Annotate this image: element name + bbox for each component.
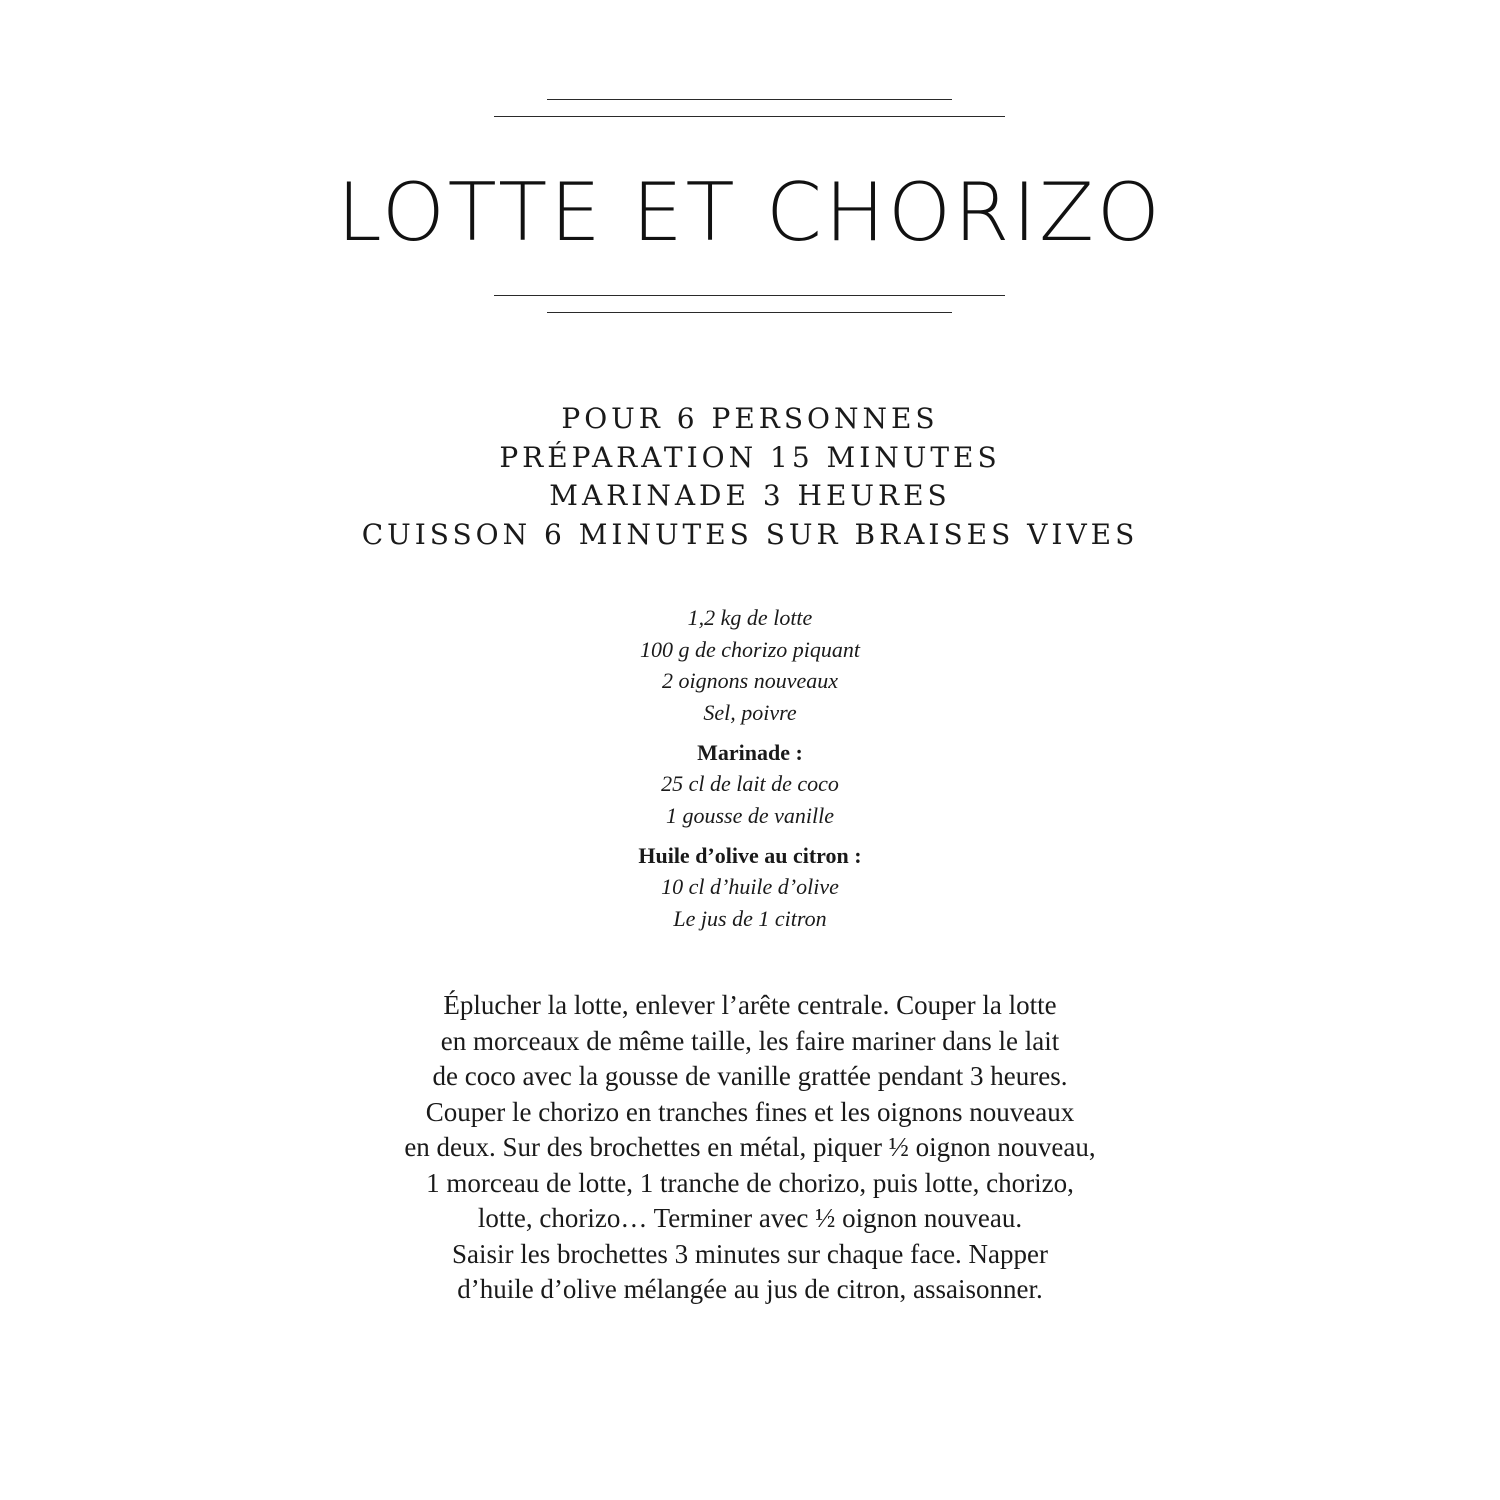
ingredient-item: 100 g de chorizo piquant (640, 636, 860, 662)
method-text (0, 988, 1500, 1308)
marinade-time-line: MARINADE 3 HEURES (549, 479, 951, 512)
recipe-meta (0, 400, 1500, 554)
method-line: Éplucher la lotte, enlever l’arête centrale. Couper la lotte (443, 990, 1057, 1020)
marinade-heading: Marinade : (697, 740, 803, 765)
top-rule-lower (494, 116, 1005, 117)
method-line: en morceaux de même taille, les faire mariner dans le lait (440, 1025, 1060, 1056)
method-line: de coco avec la gousse de vanille grattée pendant 3 heures. (432, 1061, 1068, 1091)
cooking-line: CUISSON 6 MINUTES SUR BRAISES VIVES (361, 517, 1139, 551)
bottom-rule-lower (547, 312, 952, 313)
ingredients-list (0, 602, 1500, 934)
method-line: d’huile d’olive mélangée au jus de citron, assaisonner. (457, 1274, 1043, 1304)
method-line: Couper le chorizo en tranches fines et les oignons nouveaux (425, 1096, 1075, 1127)
servings-line: POUR 6 PERSONNES (561, 402, 939, 435)
ingredient-item: 2 oignons nouveaux (662, 668, 838, 693)
top-rule-upper (547, 99, 952, 100)
bottom-rule-upper (494, 295, 1005, 296)
method-line: Saisir les brochettes 3 minutes sur chaque face. Napper (451, 1238, 1049, 1269)
recipe-title: LOTTE ET CHORIZO (337, 166, 1163, 259)
oil-ingredient: Le jus de 1 citron (673, 905, 827, 931)
method-line: en deux. Sur des brochettes en métal, piquer ½ oignon nouveau, (404, 1132, 1096, 1162)
oil-ingredient: 10 cl d’huile d’olive (661, 874, 839, 899)
preparation-line: PRÉPARATION 15 MINUTES (499, 440, 1001, 474)
ingredient-item: 1,2 kg de lotte (687, 605, 813, 630)
method-line: 1 morceau de lotte, 1 tranche de chorizo, puis lotte, chorizo, (426, 1167, 1074, 1198)
ingredient-item: Sel, poivre (703, 699, 797, 725)
marinade-ingredient: 1 gousse de vanille (665, 802, 835, 828)
method-line: lotte, chorizo… Terminer avec ½ oignon nouveau. (477, 1203, 1023, 1233)
oil-heading: Huile d’olive au citron : (638, 843, 862, 868)
marinade-ingredient: 25 cl de lait de coco (661, 771, 839, 796)
